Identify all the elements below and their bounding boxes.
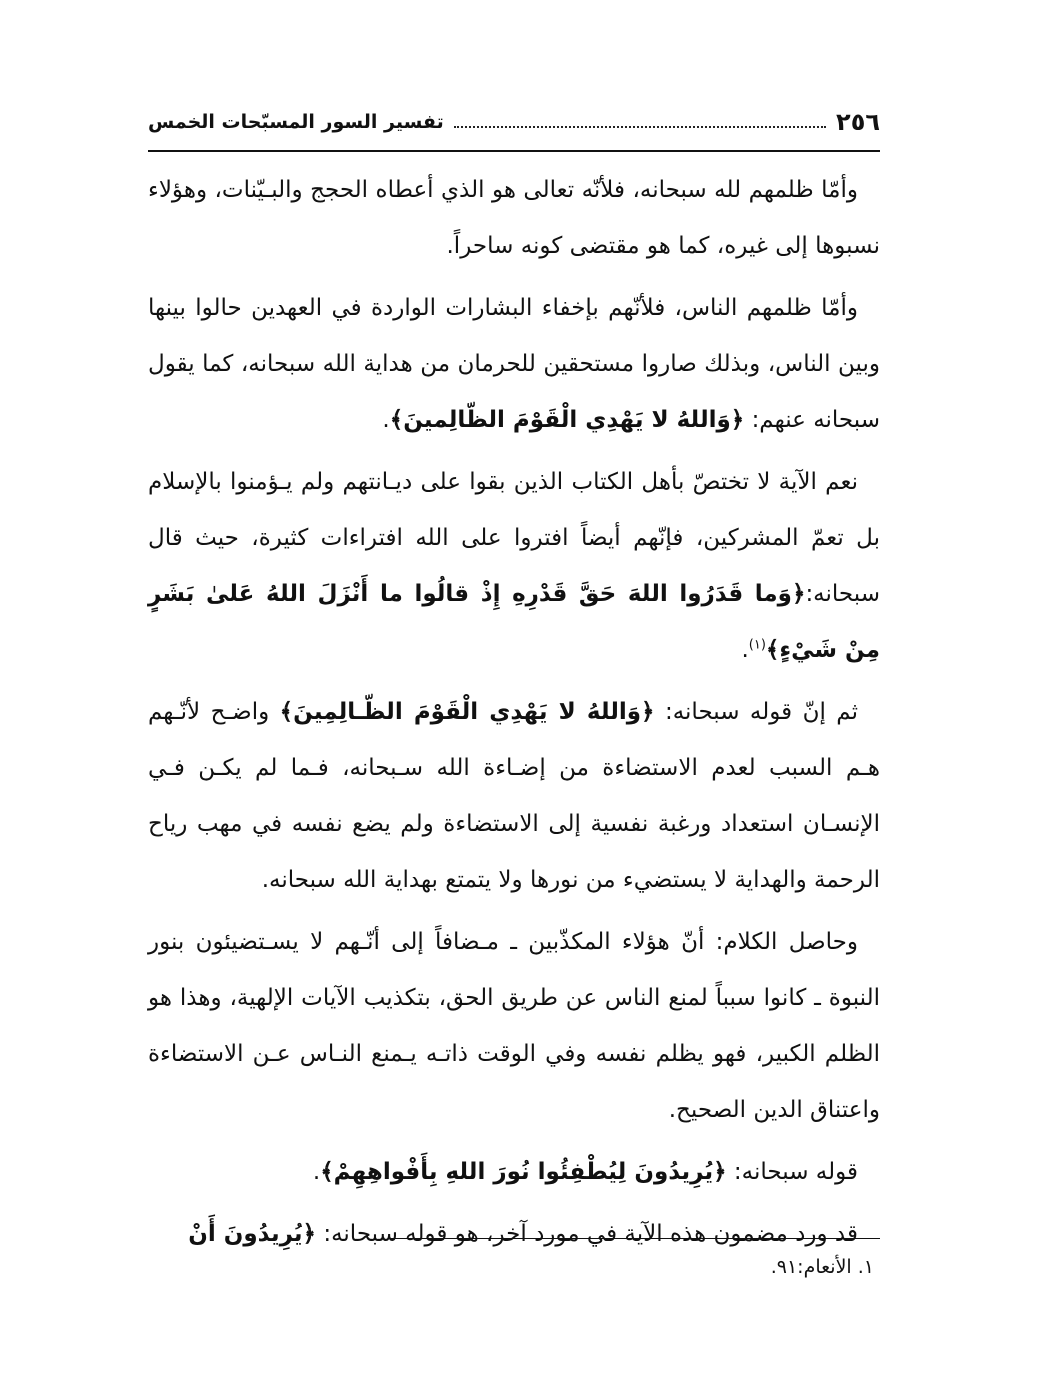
paragraph-4-text: واضـح لأنّـهم هـم السبب لعدم الاستضاءة من إضـاءة الله سـبحانه، فـما لم يكـن فـي الإنسـان استعداد ورغبة نفسية إلى الاستضاءة ولم يضع نفسه في مهب رياح الرحمة والهداية لا يستضيء من نورها ولا يتمتع بهداية الله سبحانه. (148, 699, 880, 893)
running-title: تفسير السور المسبّحات الخمس (148, 111, 444, 133)
header-rule (148, 150, 880, 152)
paragraph-2-text: وأمّا ظلمهم الناس، فلأنّهم بإخفاء البشارات الواردة في العهدين حالوا بينها وبين الناس، وبذلك صاروا مستحقين للحرمان من هداية الله سبحانه، كما يقول سبحانه عنهم: (148, 295, 880, 433)
quran-verse: ﴿وَاللهُ لا يَهْدِي الْقَوْمَ الظّالِمينَ﴾ (389, 407, 745, 433)
page-header (148, 102, 880, 142)
quran-verse: ﴿وَما قَدَرُوا اللهَ حَقَّ قَدْرِهِ إِذْ قالُوا ما أَنْزَلَ اللهُ عَلىٰ بَشَرٍ مِنْ شَيْءٍ﴾ (148, 581, 880, 663)
paragraph-1: وأمّا ظلمهم لله سبحانه، فلأنّه تعالى هو الذي أعطاه الحجج والبـيّنات، وهؤلاء نسبوها إلى غيره، كما هو مقتضى كونه ساحراً. (148, 177, 880, 259)
footnote: ١. الأنعام:٩١. (770, 1256, 874, 1278)
paragraph-4-start: ثم إنّ قوله سبحانه: (664, 699, 859, 725)
paragraph-5: وحاصل الكلام: أنّ هؤلاء المكذّبين ـ مـضافاً إلى أنّـهم لا يسـتضيئون بنور النبوة ـ كانوا سبباً لمنع الناس عن طريق الحق، بتكذيب الآيات الإلهية، وهذا هو الظلم الكبير، فهو يظلم نفسه وفي الوقت ذاتـه يـمنع النـاس عـن الاستضاءة واعتناق الدين الصحيح. (148, 929, 880, 1123)
paragraph-3 (148, 454, 880, 678)
paragraph-6 (148, 1144, 880, 1200)
quran-verse: ﴿يُرِيدُونَ أَنْ (188, 1221, 317, 1247)
paragraph-6-end: . (312, 1159, 321, 1185)
quran-verse: ﴿وَاللهُ لا يَهْدِي الْقَوْمَ الظّـالِمِينَ﴾ (279, 699, 655, 725)
footnote-reference: (١) (748, 637, 766, 653)
header-dotted-leader (454, 124, 826, 128)
paragraph-6-start: قوله سبحانه: (733, 1159, 858, 1185)
body-text (148, 162, 880, 1268)
quran-verse: ﴿يُرِيدُونَ لِيُطْفِئُوا نُورَ اللهِ بِأَفْواهِهِمْ﴾ (320, 1159, 727, 1185)
page-number: ٢٥٦ (836, 108, 880, 136)
paragraph-2 (148, 280, 880, 448)
paragraph-2-end: . (382, 407, 390, 433)
paragraph-3-text: نعم الآية لا تختصّ بأهل الكتاب الذين بقوا على ديـانتهم ولم يـؤمنوا بالإسلام بل تعمّ المشركين، فإنّهم أيضاً افتروا على الله افتراءات كثيرة، حيث قال سبحانه: (148, 469, 880, 607)
paragraph-4 (148, 684, 880, 908)
paragraph-3-end: . (741, 637, 749, 663)
paragraph-7-text: قد ورد مضمون هذه الآية في مورد آخر، هو قوله سبحانه: (323, 1221, 858, 1247)
footnote-rule (390, 1238, 880, 1239)
